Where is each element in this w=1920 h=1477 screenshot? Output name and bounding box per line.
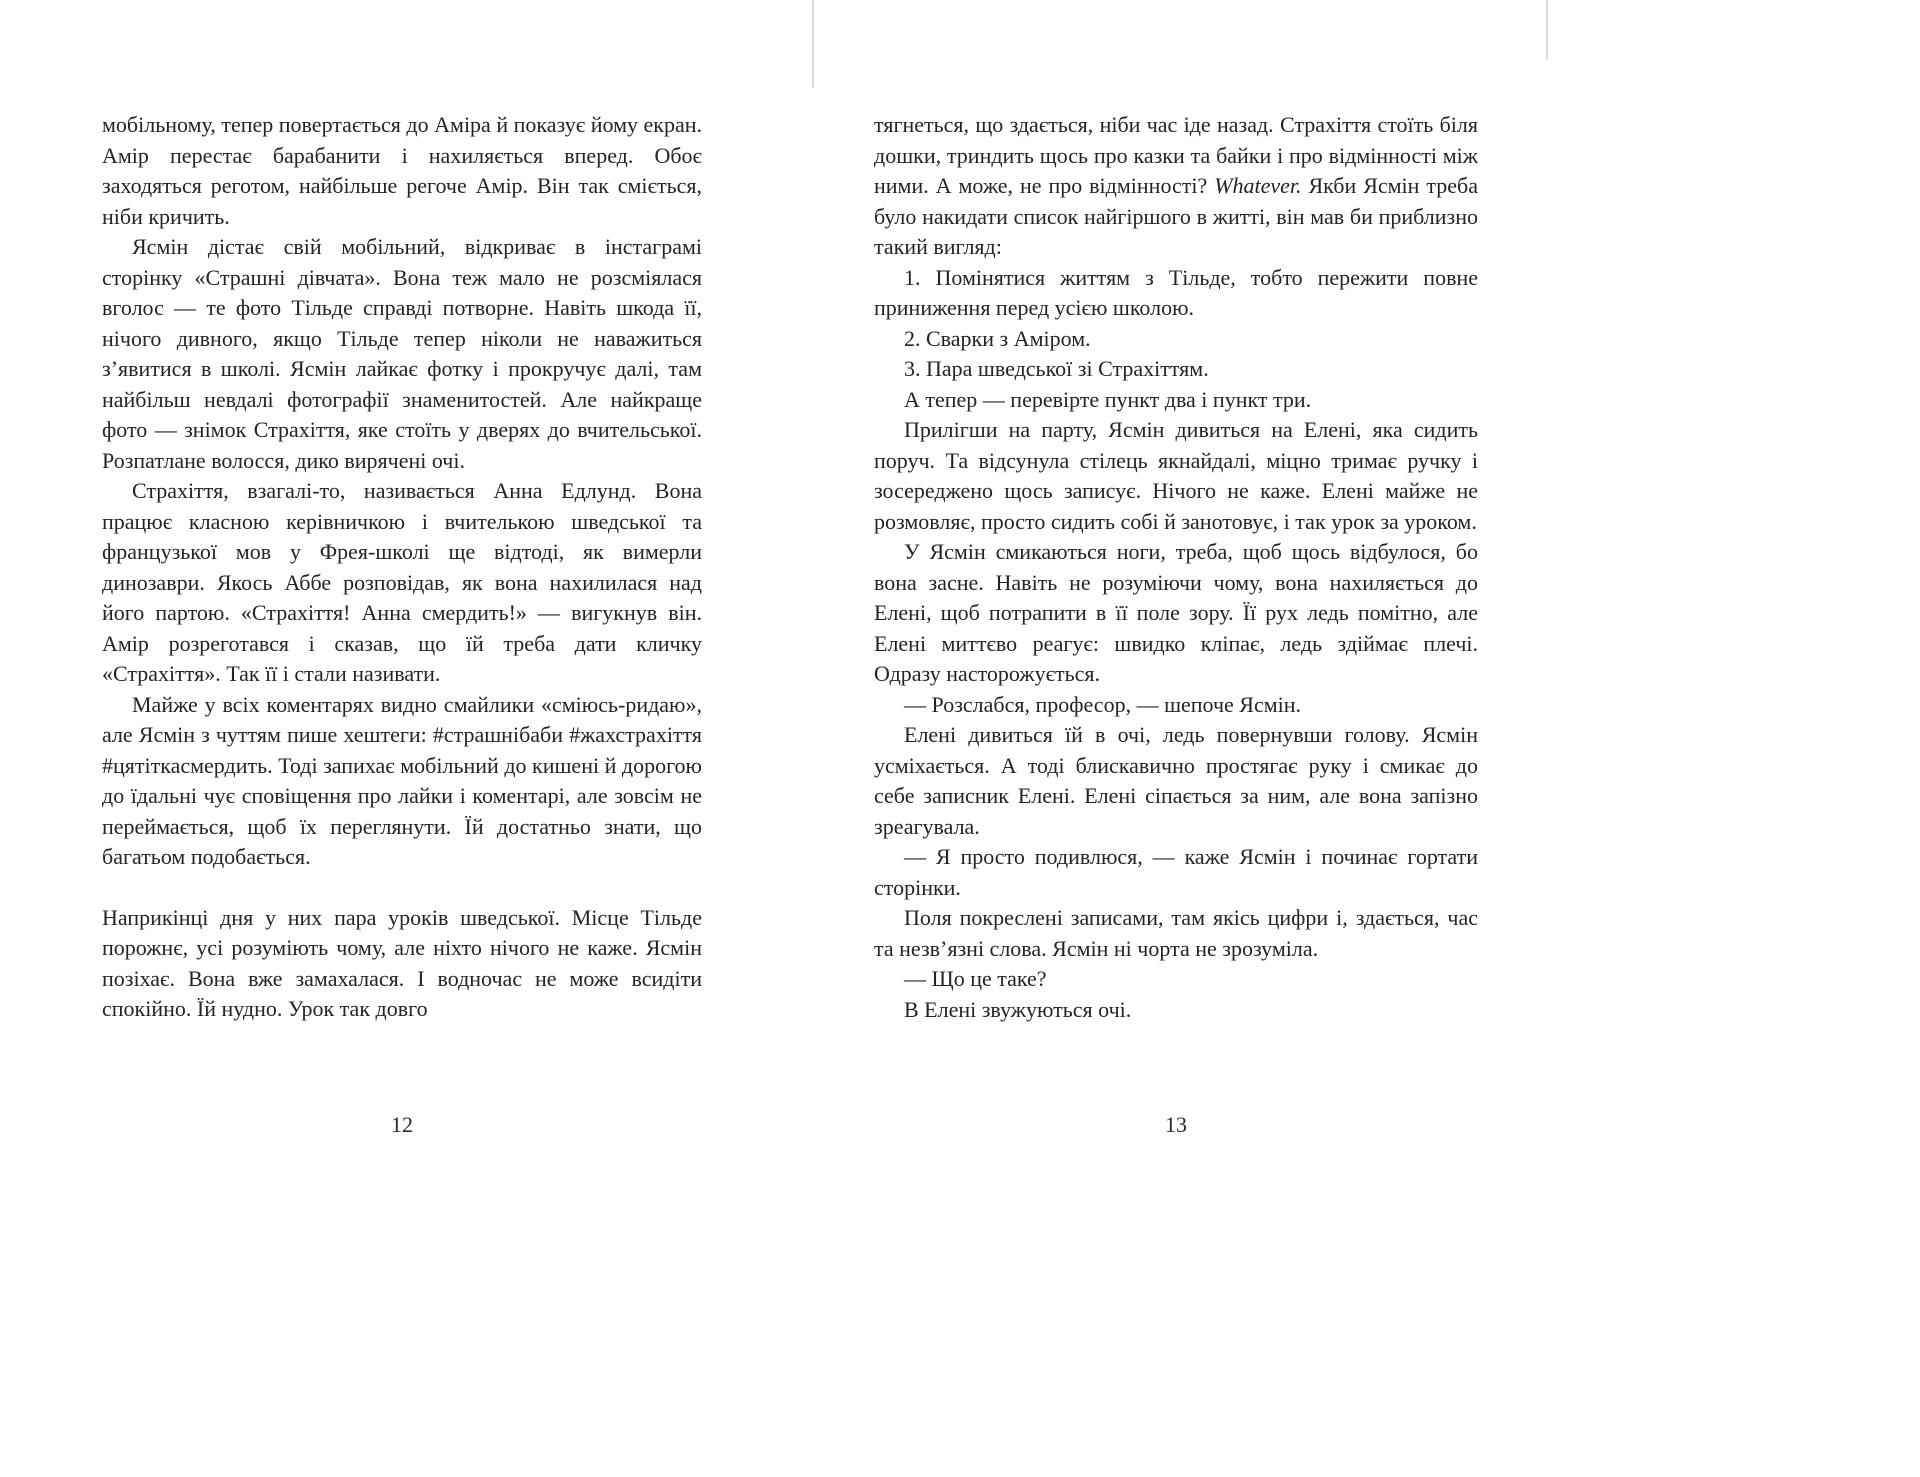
right-page-text [874,110,1478,1025]
paragraph: 3. Пара шведської зі Страхіттям. [904,356,1209,381]
paragraph: Поля покреслені записами, там якісь цифри і, здається, час та незв’язні слова. Ясмін ні чорта не зрозуміла. [874,905,1478,961]
scan-artifact-line [812,0,814,88]
paragraph: В Елені звужуються очі. [904,996,1132,1022]
italic-word: Whatever. [1214,173,1302,198]
left-page-text [102,110,702,1025]
page-number: 13 [1165,1112,1187,1137]
page-number: 12 [391,1112,413,1137]
paragraph: мобільному, тепер повертається до Аміра й показує йому екран. Амір перестає барабанити і нахиляється вперед. Обоє заходяться реготом, найбільше регоче Амір. Він так сміється, ніби кричить. [102,112,702,229]
scan-artifact-line [1546,0,1548,60]
paragraph: У Ясмін смикаються ноги, треба, щоб щось відбулося, бо вона засне. Навіть не розуміючи чому, вона нахиляється до Елені, щоб потрапити в її поле зору. Її рух ледь помітно, але Елені миттєво реагує: швидко кліпає, ледь здіймає плечі. Одразу насторожується. [874,539,1478,686]
paragraph-dialogue: — Розслабся, професор, — шепоче Ясмін. [904,691,1302,717]
paragraph-text: тягнеться, що здається, ніби час іде назад. Страхіття стоїть біля дошки, триндить щось про казки та байки і про відмінності між ними. А може, не про відмінності? [874,112,1478,198]
paragraph-dialogue: — Що це таке? [904,966,1047,991]
paragraph [874,110,1478,263]
paragraph: А тепер — перевірте пункт два і пункт три. [904,386,1312,412]
paragraph: Майже у всіх коментарях видно смайлики «сміюсь-ридаю», але Ясмін з чуттям пише хештеги: #страшнібаби #жахстрахіття #цятіткасмердить. Тоді запихає мобільний до кишені й дорогою до їдальні чує сповіщення про лайки і коментарі, але зовсім не переймається, щоб їх переглянути. Їй достатньо знати, що багатьом подобається. [102,691,702,869]
paragraph: 1. Помінятися життям з Тільде, тобто пережити повне приниження перед усією школою. [874,264,1478,320]
paragraph: Страхіття, взагалі-то, називається Анна Едлунд. Вона працює класною керівничкою і вчителькою шведської та французької мов у Фрея-школі ще відтоді, як вимерли динозаври. Якось Аббе розповідав, як вона нахилилася над його партою. «Страхіття! Анна смердить!» — вигукнув він. Амір розреготався і сказав, що їй треба дати кличку «Страхіття». Так її і стали називати. [102,478,702,686]
paragraph-text: Якби Ясмін треба було накидати список найгіршого в житті, він мав би приблизно такий вигляд: [874,173,1478,259]
paragraph-section-start: Наприкінці дня у них пара уроків шведської. Місце Тільде порожнє, усі розуміють чому, але ніхто нічого не каже. Ясмін позіхає. Вона вже замахалася. І водночас не може всидіти спокійно. Їй нудно. Урок так довго [102,904,702,1021]
paragraph: Елені дивиться їй в очі, ледь повернувши голову. Ясмін усміхається. А тоді блискавично простягає руку і смикає до себе записник Елені. Елені сіпається за ним, але вона запізно зреагувала. [874,722,1478,839]
paragraph: Прилігши на парту, Ясмін дивиться на Елені, яка сидить поруч. Та відсунула стілець якнайдалі, міцно тримає ручку і зосереджено щось записує. Нічого не каже. Елені майже не розмовляє, просто сидить собі й занотовує, і так урок за уроком. [874,417,1478,534]
paragraph-dialogue: — Я просто подивлюся, — каже Ясмін і починає гортати сторінки. [874,844,1478,900]
paragraph: 2. Сварки з Аміром. [904,325,1091,351]
paragraph: Ясмін дістає свій мобільний, відкриває в інстаграмі сторінку «Страшні дівчата». Вона теж мало не розсміялася вголос — те фото Тільде справді потворне. Навіть шкода її, нічого дивного, якщо Тільде тепер ніколи не наважиться з’явитися в школі. Ясмін лайкає фотку і прокручує далі, там найбільш невдалі фотографії знаменитостей. Але найкраще фото — знімок Страхіття, яке стоїть у дверях до вчительської. Розпатлане волосся, дико вирячені очі. [102,234,702,473]
